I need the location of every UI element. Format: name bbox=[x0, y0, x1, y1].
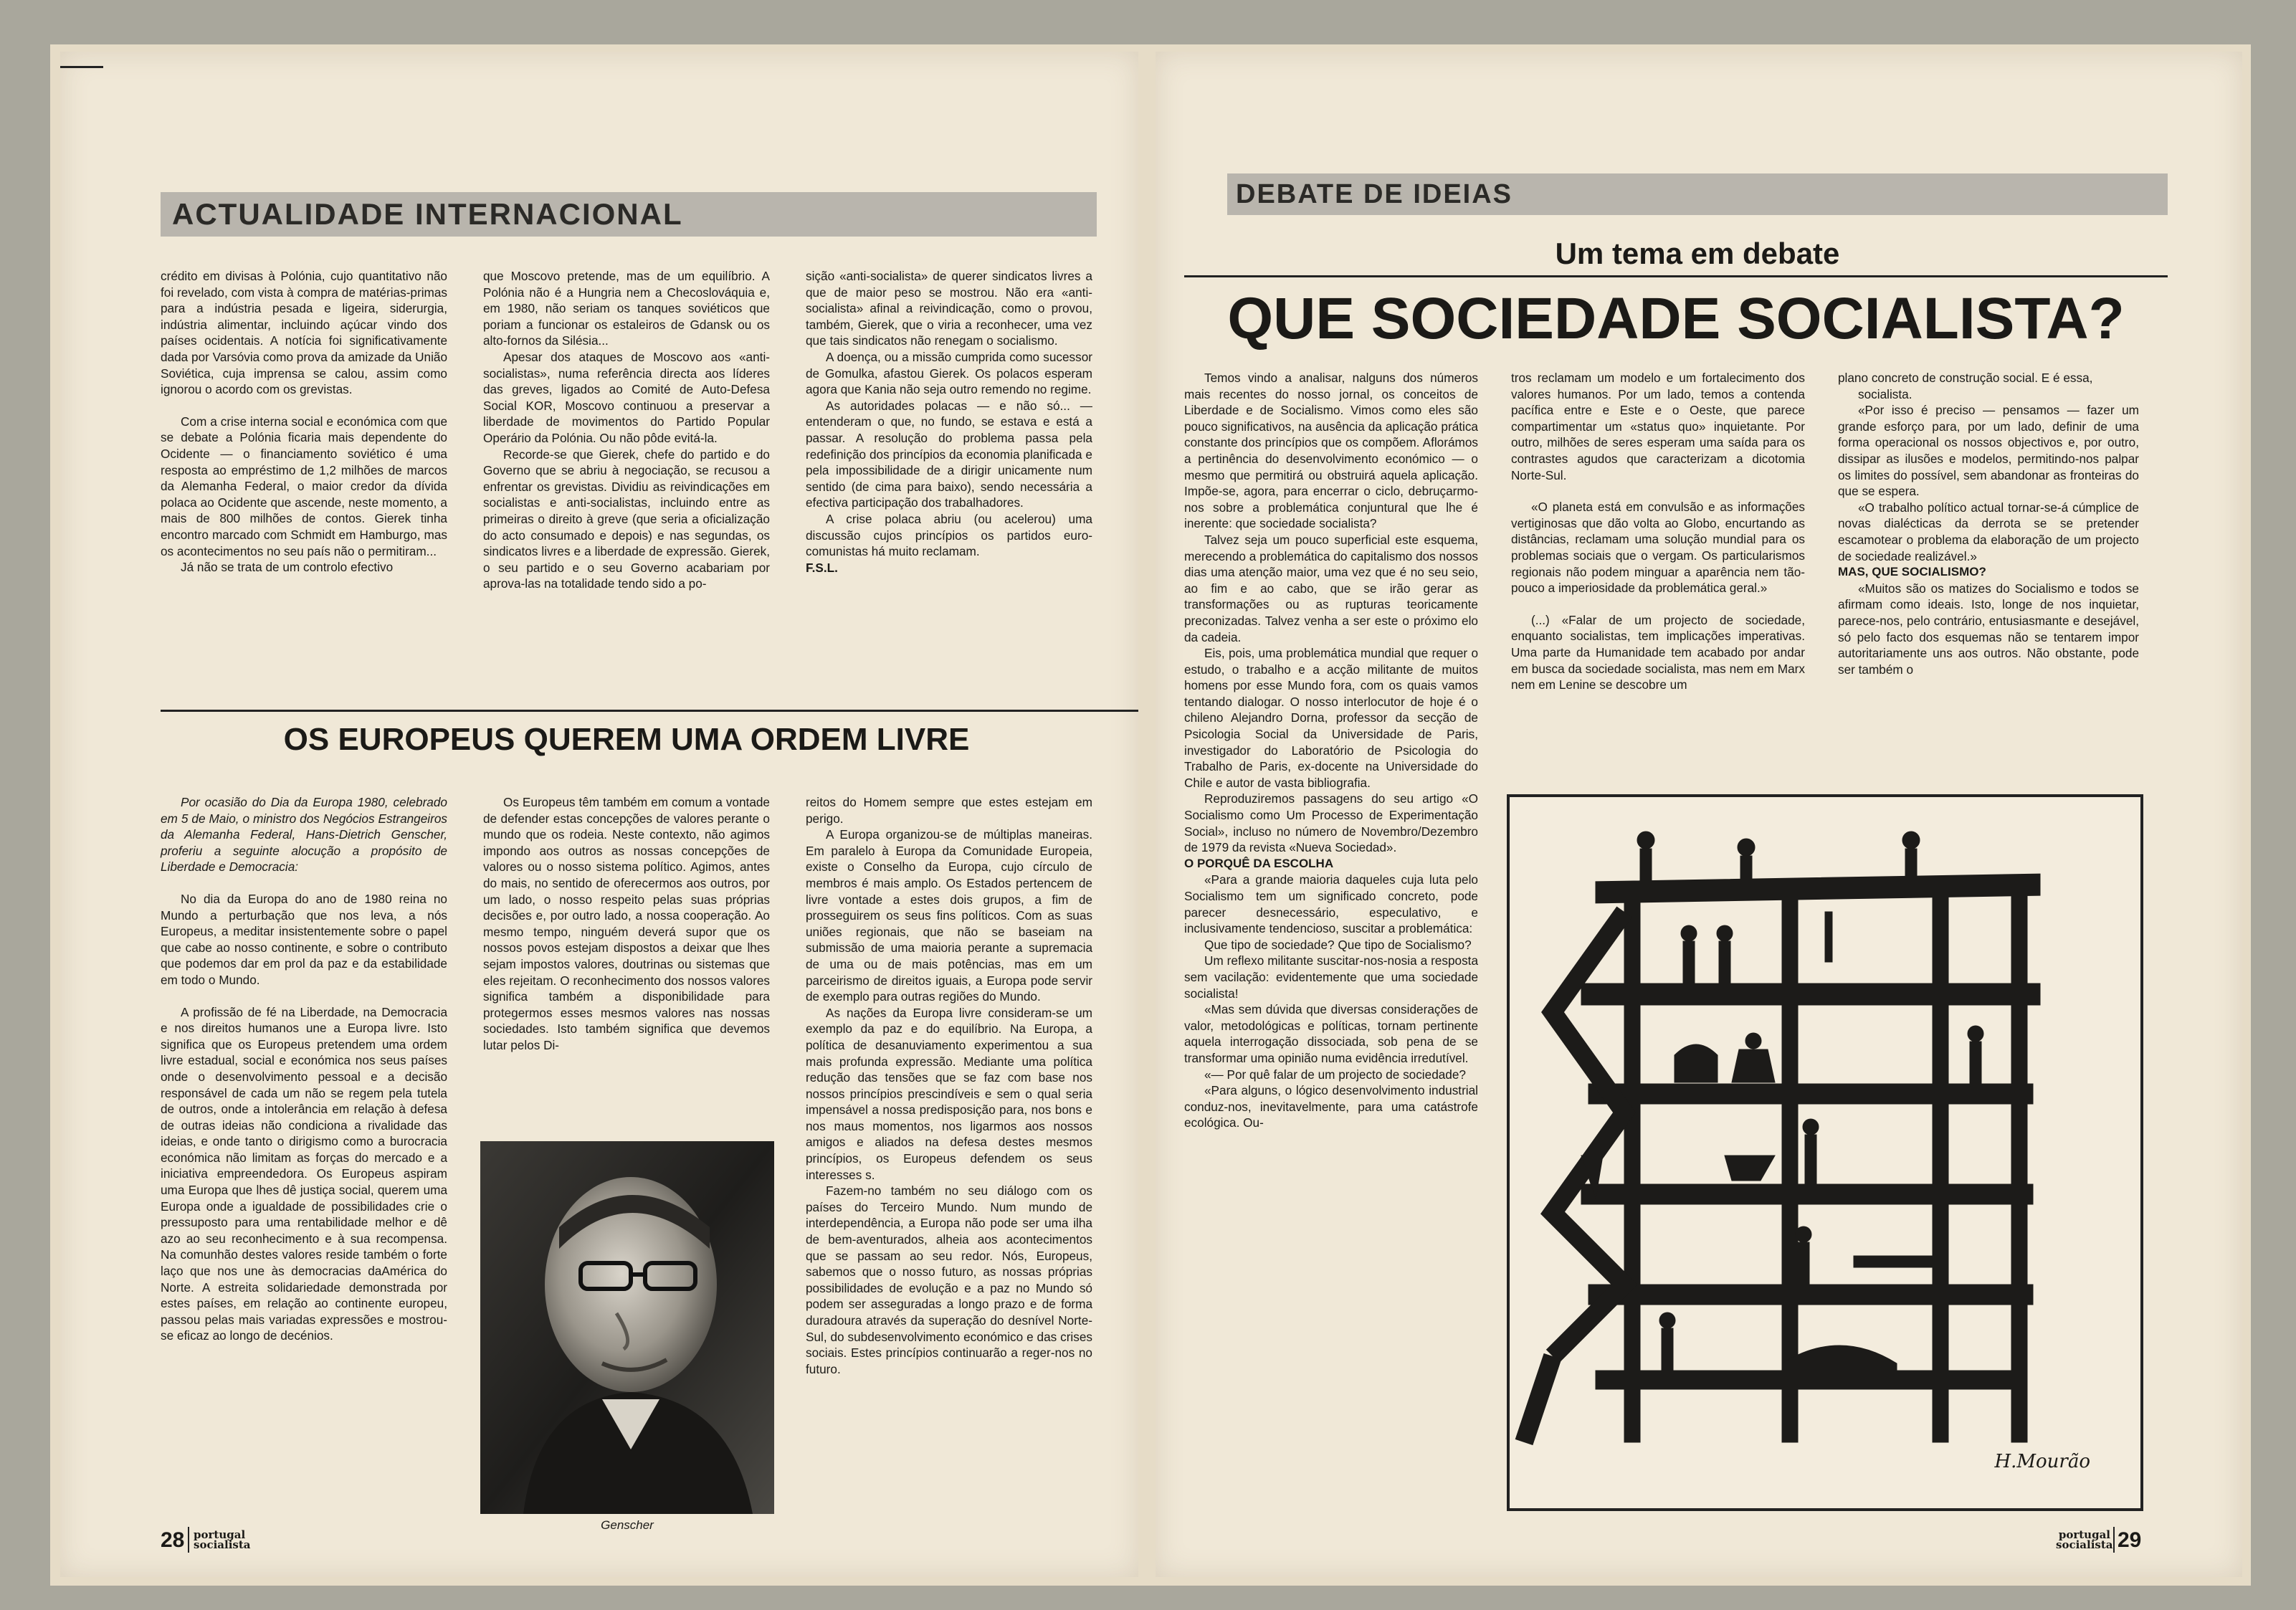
masthead-logo: portugal socialista bbox=[2056, 1528, 2113, 1551]
paragraph: «Para a grande maioria daqueles cuja luta pelo Socialismo tem um significado concreto, pode parecer desnecessário, especulativo, e inclusivamente tendencioso, suscitar a problemática: bbox=[1184, 872, 1478, 936]
subheading: O PORQUÊ DA ESCOLHA bbox=[1184, 856, 1334, 870]
paragraph: A crise polaca abriu (ou acelerou) uma discussão cujos princípios os partidos euro-comunistas há muito reclamam. bbox=[806, 511, 1092, 559]
paragraph: No dia da Europa do ano de 1980 reina no Mundo a perturbação que nos leva, a nós Europeus, a meditar insistentemente sobre o papel que cabe ao nosso continente, e sobre o contributo que podemos dar em prol da paz e da estabilidade em todo o Mundo. bbox=[161, 891, 447, 987]
paragraph: sição «anti-socialista» de querer sindicatos livres a que de maior peso se mostrou. Não era «anti-socialista» afinal a reivindicação, como o provou, também, Gierek, que o viria a reconhecer, uma vez que tais sindicatos não renegam o socialismo. bbox=[806, 269, 1092, 348]
paragraph: Recorde-se que Gierek, chefe do partido e do Governo que se abriu à negociação, se recusou a enfrentar os grevistas. Dividiu as reivindicações em socialistas e anti-socialistas, incluindo entre as primeiras o direito à greve (que seria a oficialização do acto consumado e depois) e nas segundas, os sindicatos livres e a liberdade de expressão. Gierek, o seu partido e o seu Governo acabariam por aprova-las na totalidade tendo sido a po- bbox=[483, 447, 770, 591]
paragraph: «— Por quê falar de um projecto de sociedade? bbox=[1204, 1067, 1466, 1082]
debate-col1 bbox=[1184, 370, 1478, 1131]
paragraph: crédito em divisas à Polónia, cujo quantitativo não foi revelado, com vista à compra de matérias-primas para a indústria pesada e ligeira, siderurgia, indústria alimentar, incluindo açúcar vindo dos países ocidentais. A notícia foi significativamente dada por Varsóvia como prova da amizade da União Soviética, cuja imprensa se calou, assim como ignorou o acordo com os grevistas. bbox=[161, 269, 448, 397]
article-intro: Por ocasião do Dia da Europa 1980, celebrado em 5 de Maio, o ministro dos Negócios Estrangeiros da Alemanha Federal, Hans-Dietrich Genscher, proferiu a seguinte alocução a propósito de Liberdade e Democracia: bbox=[161, 795, 447, 875]
paragraph: A doença, ou a missão cumprida como sucessor de Gomulka, afastou Gierek. Os polacos esperam agora que Kania não seja outro remendo no regime. bbox=[806, 349, 1092, 397]
paragraph: Apesar dos ataques de Moscovo aos «anti-socialistas», numa referência directa aos líderes das greves, ligados ao Comité de Auto-Defesa Social KOR, Moscovo continuou a preservar a liberdade de movimentos do Partido Popular Operário da Polónia. Ou não pôde evitá-la. bbox=[483, 349, 770, 445]
masthead-logo: portugal socialista bbox=[194, 1528, 251, 1551]
section-title: DEBATE DE IDEIAS bbox=[1227, 173, 2168, 215]
paragraph: «Por isso é preciso — pensamos — fazer um grande esforço para, por um lado, definir de uma forma operacional os nossos objectivos e, por outro, dissipar as ilusões e modelos, permitindo-nos palpar os limites do possível, sem abandonar as fronteiras do que se espera. bbox=[1838, 403, 2139, 499]
section-title: ACTUALIDADE INTERNACIONAL bbox=[161, 192, 1097, 237]
paragraph: plano concreto de construção social. E é essa, bbox=[1838, 371, 2093, 385]
paragraph: A Europa organizou-se de múltiplas maneiras. Em paralelo à Europa da Comunidade Europeia, existe o Conselho da Europa, cujo círculo de membros é mais amplo. Os Estados pertencem de livre vontade a estes dois grupos, a fim de prosseguirem os seus fins políticos. Com as suas uniões regionais, que não se baseiam na submissão de uma maioria perante a supremacia de uma ou de mais potências, mas em um parceirismo de direitos iguais, a Europa pode servir de exemplo para outras regiões do Mundo. bbox=[806, 827, 1092, 1004]
paragraph: reitos do Homem sempre que estes estejam em perigo. bbox=[806, 795, 1092, 826]
paragraph: Um reflexo militante suscitar-nos-nosia a resposta sem vacilação: evidentemente que uma sociedade socialista! bbox=[1184, 953, 1478, 1001]
main-headline: QUE SOCIEDADE SOCIALISTA? bbox=[1227, 286, 2125, 351]
left-page bbox=[60, 52, 1138, 1577]
paragraph: «O planeta está em convulsão e as informações vertiginosas que dão volta ao Globo, encurtando as distâncias, reclamam uma solução mundial para os problemas sociais que o vergam. Os particularismos regionais não podem minguar a aparência nem tão-pouco a imperiosidade da problemática geral.» bbox=[1511, 500, 1805, 596]
folio-divider bbox=[2113, 1527, 2115, 1553]
article-divider bbox=[161, 710, 1138, 712]
polonia-article-col1 bbox=[161, 268, 447, 576]
paragraph: As nações da Europa livre consideram-se um exemplo da paz e do equilíbrio. Na Europa, a política de desanuviamento experimentou a sua mais profunda expressão. Mediante uma política redução das tensões que se faz com base nos nossos princípios prescindíveis e sem o qual seria impensável a nossa predisposição para, nos bons e nos maus momentos, nos ligarmos aos nossos amigos e aliados na defesa destes mesmos princípios, os Europeus defendem os seus interesses s. bbox=[806, 1005, 1092, 1182]
paragraph: Fazem-no também no seu diálogo com os países do Terceiro Mundo. Num mundo de interdependência, a Europa não pode ser uma ilha de bem-aventurados, alheia aos acontecimentos que se passam ao seu redor. Nós, Europeus, sabemos que o nosso futuro, as nossas próprias possibilidades de evolução e a paz no Mundo só podem ser asseguradas a longo prazo e de forma duradoura através da superação do desnível Norte-Sul, do subdesenvolvimento económico e das crises sociais. Estes princípios continuarão a reger-nos no futuro. bbox=[806, 1183, 1092, 1376]
paragraph: Os Europeus têm também em comum a vontade de defender estas concepções de valores perante o mundo que os rodeia. Neste contexto, não agimos impondo aos outros as nossas concepções de valores ou o nosso sistema político. Agimos, antes do mais, no sentido de oferecermos aos outros, por um lado, o nosso respeito pelas suas próprias decisões e, por outro lado, a nossa cooperação. Ao mesmo tempo, ninguém deverá supor que os nossos povos estejam dispostos a deixar que lhes sejam impostos valores, doutrinas ou sistemas que eles rejeitam. O reconhecimento dos nossos valores significa também a disponibilidade para protegermos esses mesmos valores nas nossas sociedades. Isto também significa que devemos lutar pelos Di- bbox=[483, 795, 770, 1052]
paragraph: que Moscovo pretende, mas de um equilíbrio. A Polónia não é a Hungria nem a Checoslováquia e, em 1980, não seriam os tanques soviéticos que poriam a funcionar os estaleiros de Gdansk ou os alto-fornos da Silésia... bbox=[483, 269, 770, 348]
paragraph: «Muitos são os matizes do Socialismo e todos se afirmam como ideais. Isto, longe de nos inquietar, parece-nos, pelo contrário, entusiasmante e desejável, só pelo facto dos esquemas não se tentarem impor autoritariamente uns aos outros. Não obstante, pode ser também o bbox=[1838, 581, 2139, 677]
paragraph: «Para alguns, o lógico desenvolvimento industrial conduz-nos, inevitavelmente, para uma catástrofe ecológica. Ou- bbox=[1184, 1083, 1478, 1130]
kicker-rule bbox=[1184, 275, 2168, 277]
subheading: MAS, QUE SOCIALISMO? bbox=[1838, 565, 1986, 579]
right-page bbox=[1156, 52, 2242, 1577]
paragraph: socialista. bbox=[1858, 386, 1912, 401]
author-signature: F.S.L. bbox=[806, 560, 838, 575]
paragraph: Já não se trata de um controlo efectivo bbox=[181, 560, 394, 575]
europeus-col2 bbox=[483, 794, 770, 1054]
paragraph: (...) «Falar de um projecto de sociedade, enquanto socialistas, tem implicações imperativas. Uma parte da Humanidade tem acabado por andar em busca da sociedade socialista, mas nem em Marx nem em Lenine se descobre um bbox=[1511, 612, 1805, 692]
paragraph: «O trabalho político actual tornar-se-á cúmplice de novas dialécticas da derrota se se pretender escamotear o problema da elaboração de um projecto de sociedade realizável.» bbox=[1838, 500, 2139, 563]
page-number: 28 bbox=[161, 1528, 185, 1552]
page-number: 29 bbox=[2118, 1528, 2142, 1552]
photo-caption: Genscher bbox=[601, 1518, 654, 1532]
polonia-article-col2 bbox=[483, 268, 770, 592]
europeus-col1 bbox=[161, 794, 447, 1344]
polonia-article-col3 bbox=[806, 268, 1092, 576]
paragraph: As autoridades polacas — e não só... — entenderam o que, no fundo, se estava e está a passar. A resolução do problema passa pela redefinição dos princípios da economia planificada e pela impossibilidade de a dirigir unicamente num sentido (de cima para baixo), sendo necessária a efectiva participação dos trabalhadores. bbox=[806, 398, 1092, 510]
paragraph: «Mas sem dúvida que diversas considerações de valor, metodológicas e políticas, tornam pertinente aquela interrogação dissociada, sob pena de se transformar uma opinião numa evidência irredutível. bbox=[1184, 1002, 1478, 1065]
paragraph: Eis, pois, uma problemática mundial que requer o estudo, o trabalho e a acção militante de muitos homens por esse Mundo fora, com os quais vamos tentando dialogar. O nosso interlocutor de hoje é o chileno Alejandro Dorna, professor da secção de Psicologia Social da Universidade de Paris, investigador do Laboratório de Psicologia do Trabalho de Paris, ex-docente na Universidade do Chile e autor de vasta bibliografia. bbox=[1184, 646, 1478, 790]
folio-divider bbox=[188, 1527, 189, 1553]
debate-col2 bbox=[1511, 370, 1805, 693]
article-headline: OS EUROPEUS QUEREM UMA ORDEM LIVRE bbox=[283, 722, 970, 757]
paragraph: Talvez seja um pouco superficial este esquema, merecendo a problemática do capitalismo dos nossos dias uma atenção maior, uma vez que é no seu seio, ao fim e ao cabo, que se irão gerar as transformações ou as rupturas teoricamente preconizadas. Talvez venha a ser este o próximo elo da cadeia. bbox=[1184, 532, 1478, 644]
paragraph: tros reclamam um modelo e um fortalecimento dos valores humanos. Por um lado, temos a contenda pacífica entre e Este e o Oeste, que parece compartimentar um «status quo» inquietante. Por outro, milhões de seres esperam uma saída para os contrastes agudos que caracterizam a dicotomia Norte-Sul. bbox=[1511, 371, 1805, 482]
paragraph: Temos vindo a analisar, nalguns dos números mais recentes do nosso jornal, os conceitos de Liberdade e de Socialismo. Vimos como eles são pouco significativos, na ausência da aplicação prática constante dos princípios que os compõem. Aflorámos a pertinência do desenvolvimento económico — o mesmo que permitirá ou obstruirá aquela aplicação. Impõe-se, agora, para encerrar o ciclo, debruçarmo-nos sobre a problemática conjuntural que lhe é inerente: que sociedade socialista? bbox=[1184, 371, 1478, 531]
artist-signature: H.Mourão bbox=[1994, 1451, 2090, 1472]
corner-mark bbox=[60, 66, 103, 68]
europeus-col3 bbox=[806, 794, 1092, 1377]
paragraph: A profissão de fé na Liberdade, na Democracia e nos direitos humanos une a Europa livre. Isto significa que os Europeus pretendem uma ordem livre estadual, social e económica nos seus países onde o desenvolvimento pessoal e a decisão responsável de cada um não se regem pela tutela de outros, onde a intolerância em relação à defesa de outras ideias não condiciona a rivalidade das ideias, e onde tanto o dirigismo como a burocracia económica não limitam as forças do mercado e a iniciativa empreendedora. Os Europeus aspiram uma Europa que lhes dê justiça social, querem uma Europa onde a igualdade de possibilidades crie o pressuposto para uma rentabilidade melhor e dê azo ao seu reconhecimento e à sua recompensa. Na comunhão destes valores reside também o forte laço que nos une às democracias daAmérica do Norte. A estreita solidariedade demonstrada por estes países, em relação ao continente europeu, passou pelas mais variadas expressões e mostrou-se eficaz ao longo de decénios. bbox=[161, 1004, 447, 1343]
paragraph: Com a crise interna social e económica com que se debate a Polónia ficaria mais dependente do Ocidente — o financiamento soviético é uma resposta ao empréstimo de 1,2 milhões de marcos da Alemanha Federal, o maior credor da dívida polaca ao Ocidente que ascende, neste momento, a mais de 800 milhões de contos. Gierek tinha encontro marcado com Schmidt em Hamburgo, mas os acontecimentos no seu país não o permitiram... bbox=[161, 414, 447, 558]
debate-col3 bbox=[1838, 370, 2139, 677]
scaffold-illustration bbox=[1507, 794, 2143, 1511]
paragraph: Reproduziremos passagens do seu artigo «O Socialismo como Um Processo de Experimentação Social», incluso no número de Novembro/Dezembro de 1979 da revista «Nueva Sociedad». bbox=[1184, 791, 1478, 855]
paragraph: Que tipo de sociedade? Que tipo de Socialismo? bbox=[1204, 937, 1472, 952]
kicker: Um tema em debate bbox=[1555, 237, 1840, 270]
genscher-photo bbox=[480, 1141, 774, 1514]
